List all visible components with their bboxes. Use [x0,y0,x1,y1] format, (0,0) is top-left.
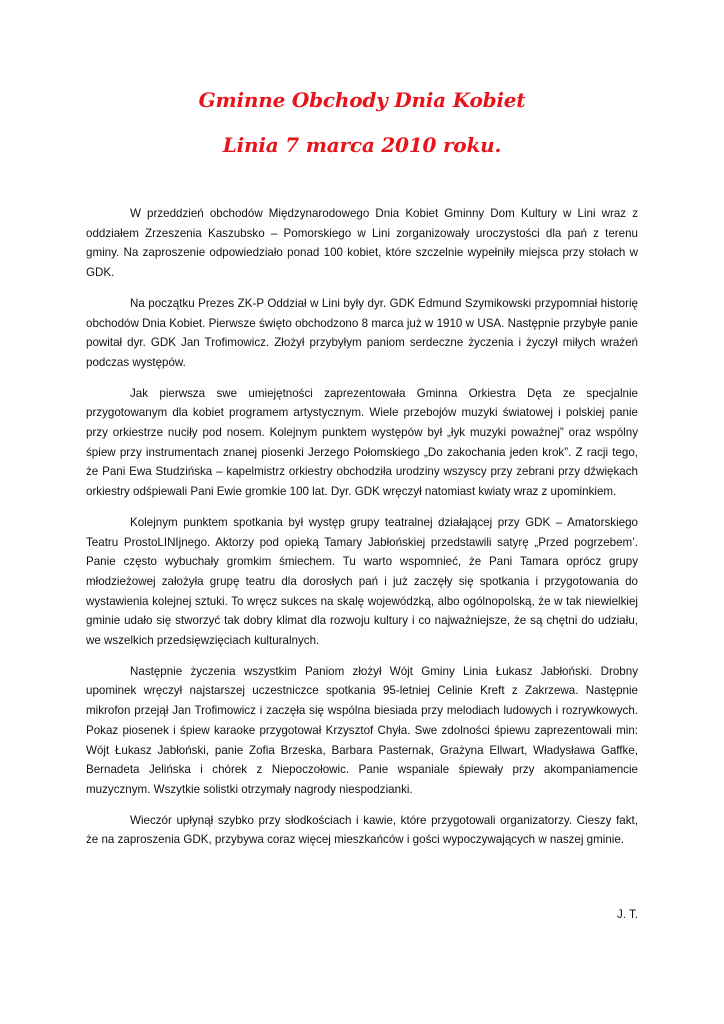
author-signature: J. T. [616,908,638,921]
paragraph-5: Następnie życzenia wszystkim Paniom złożył Wójt Gminy Linia Łukasz Jabłoński. Drobny upominek wręczył najstarszej uczestniczce spotkania 95-letniej Celinie Kreft z Zakrzewa. Następnie mikrofon przejął Jan Trofimowicz i zaczęła się wspólna biesiada przy melodiach ludowych i rozrywkowych. Pokaz piosenek i śpiew karaoke przygotował Krzysztof Chyła. Swe zdolności śpiewu zaprezentowali min: Wójt Łukasz Jabłoński, panie Zofia Brzeska, Barbara Pasternak, Grażyna Ellwart, Władysława Gaffke, Bernadeta Jelińska i chórek z Niepoczołowic. Panie wspaniale śpiewały przy akompaniamencie muzycznym. Wszytkie solistki otrzymały nagrody niespodzianki. [86,664,638,796]
paragraph-1: W przeddzień obchodów Międzynarodowego Dnia Kobiet Gminny Dom Kultury w Lini wraz z oddziałem Zrzeszenia Kaszubsko – Pomorskiego w Lini zorganizowały uroczystości dla pań z terenu gminy. Na zaproszenie odpowiedziało ponad 100 kobiet, które szczelnie wypełniły miejsca przy stołach w GDK. [86,207,638,280]
paragraph-4: Kolejnym punktem spotkania był występ grupy teatralnej działającej przy GDK – Amatorskiego Teatru ProstoLINIjnego. Aktorzy pod opieką Tamary Jabłońskiej przedstawili satyrę „Przed pogrzebem’. Panie często wybuchały gromkim śmiechem. Tu warto wspomnieć, że Pani Tamara oprócz grupy młodzieżowej założyła grupę teatru dla dorosłych pań i już zaczęły się spotkania i przygotowania do wystawienia kolejnej sztuki. To wręcz sukces na skalę wojewódzką, albo ogólnopolską, że w tak niewielkiej gminie udało się stworzyć tak dobry klimat dla rozwoju kultury i co najważniejsze, że są chętni do udziału, we wszelkich przedsięwzięciach kulturalnych. [86,515,638,648]
paragraph-6: Wieczór upłynął szybko przy słodkościach i kawie, które przygotowali organizatorzy. Cieszy fakt, że na zaproszenia GDK, przybywa coraz więcej mieszkańców i gości wypoczywających w naszej gminie. [86,813,638,847]
document-title: Gminne Obchody Dnia Kobiet [198,88,526,112]
document-subtitle-date: Linia 7 marca 2010 roku. [222,133,502,157]
paragraph-3: Jak pierwsza swe umiejętności zaprezentowała Gminna Orkiestra Dęta ze specjalnie przygotowanym dla kobiet programem artystycznym. Wiele przebojów muzyki światowej i polskiej panie przy orkiestrze nuciły pod nosem. Kolejnym punktem występów był „łyk muzyki poważnej” oraz wspólny śpiew przy instrumentach znanej piosenki Jerzego Połomskiego „Do zakochania jeden krok”. Z racji tego, że Pani Ewa Studzińska – kapelmistrz orkiestry obchodziła urodziny wszyscy przy zebrani przy dźwiękach orkiestry odśpiewali Pani Ewie gromkie 100 lat. Dyr. GDK wręczył natomiast kwiaty wraz z upominkiem. [86,386,638,499]
document-body [86,204,638,861]
paragraph-2: Na początku Prezes ZK-P Oddział w Lini były dyr. GDK Edmund Szymikowski przypomniał historię obchodów Dnia Kobiet. Pierwsze święto obchodzono 8 marca już w 1910 w USA. Następnie przybyłe panie powitał dyr. GDK Jan Trofimowicz. Złożył przybyłym paniom serdeczne życzenia i życzył miłych wrażeń podczas występów. [86,296,638,369]
